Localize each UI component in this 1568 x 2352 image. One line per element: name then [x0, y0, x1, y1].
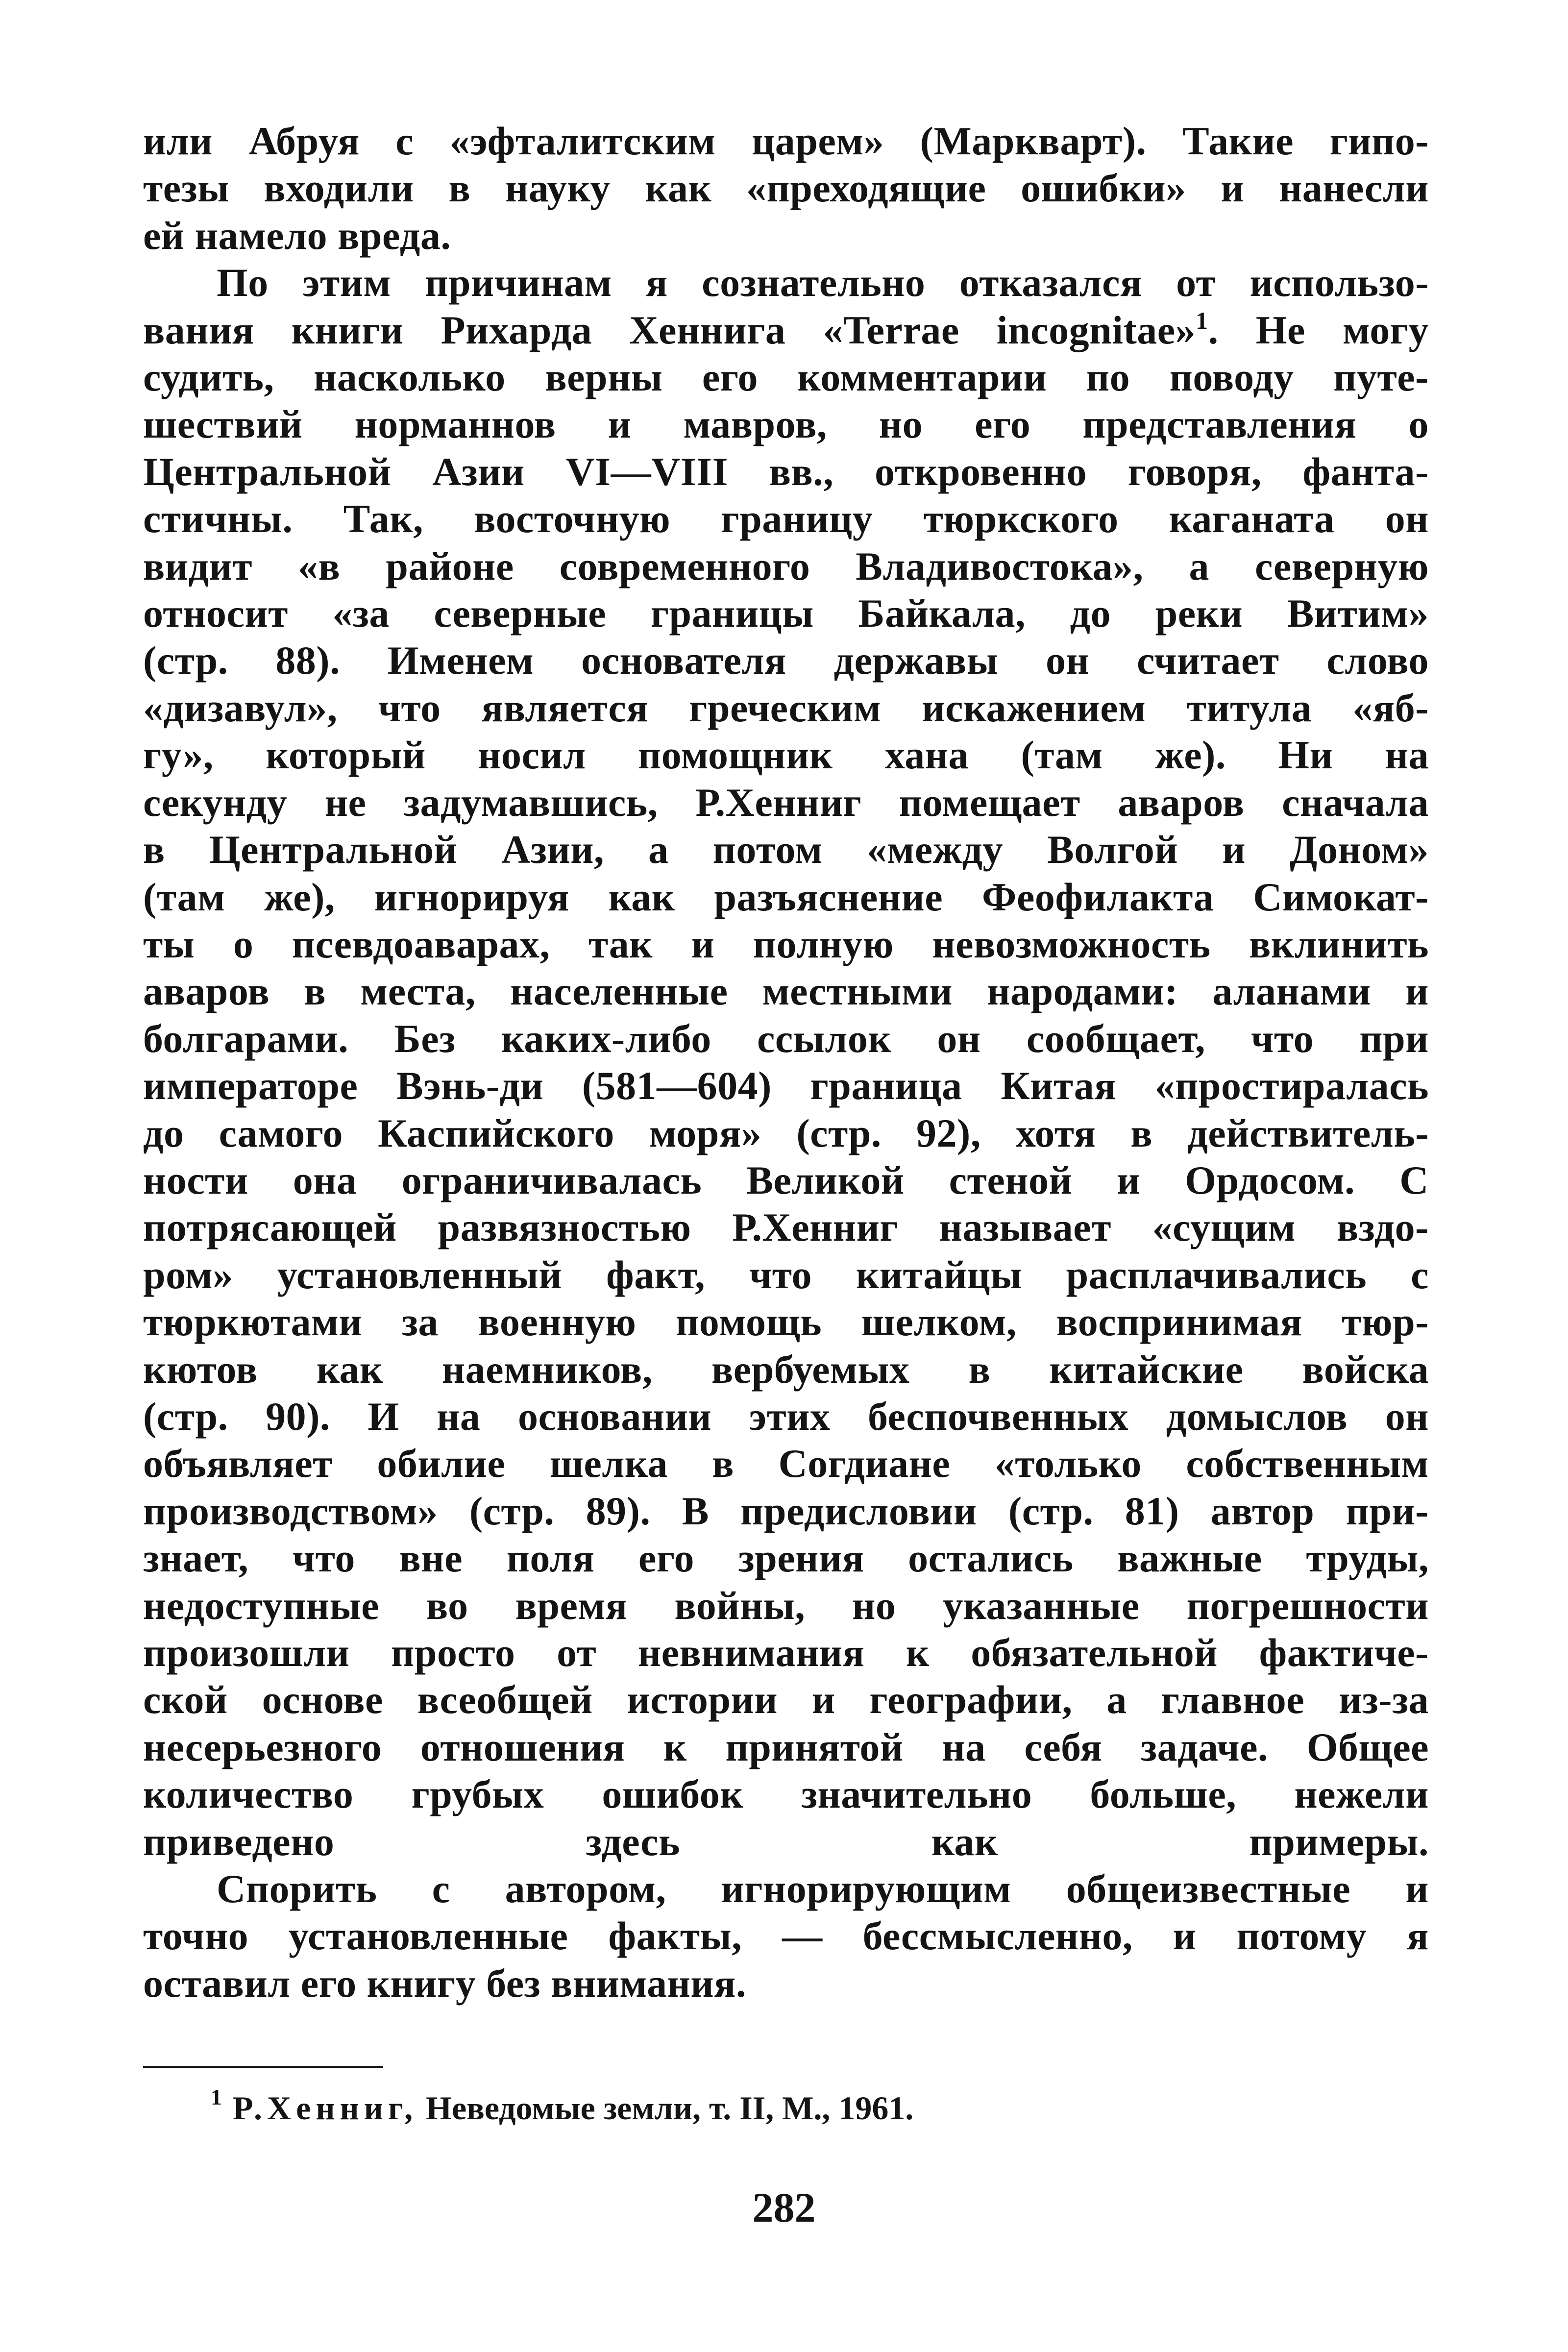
printed-line: [143, 874, 1429, 921]
printed-line: [143, 1865, 1429, 1912]
text-line: ты о псевдоаварах, так и полную невозможность вклинить: [143, 921, 1429, 966]
footnote: [211, 2084, 914, 2132]
printed-line: [143, 495, 1429, 542]
footnote-mark: 1: [211, 2084, 222, 2109]
printed-line: [143, 307, 1429, 354]
printed-line: [143, 1062, 1429, 1109]
text-line: производством» (стр. 89). В предисловии (стр. 81) автор при-: [143, 1488, 1429, 1533]
printed-line: [143, 1629, 1429, 1676]
footnote-reference: 1: [1196, 306, 1208, 334]
printed-line: [143, 1724, 1429, 1771]
printed-line: [143, 212, 1429, 259]
text-line: точно установленные факты, — бессмысленно, и потому я: [143, 1913, 1429, 1959]
printed-line: [143, 1298, 1429, 1346]
text-line: приведено здесь как примеры.: [143, 1819, 1429, 1864]
printed-line: [143, 1251, 1429, 1298]
text-line: или Абруя с «эфталитским царем» (Маркварт). Такие гипо-: [143, 119, 1429, 163]
paragraph-2: [143, 259, 1429, 1865]
printed-line: [143, 1535, 1429, 1582]
printed-line: [143, 1346, 1429, 1393]
text-line: Центральной Азии VI—VIII вв., откровенно говоря, фанта-: [143, 449, 1429, 494]
printed-line: [143, 1912, 1429, 1960]
printed-line: [143, 1676, 1429, 1723]
printed-line: [143, 637, 1429, 684]
printed-line: [143, 1393, 1429, 1440]
printed-line: [143, 1818, 1429, 1865]
text-line: кютов как наемников, вербуемых в китайские войска: [143, 1347, 1429, 1392]
text-line: ром» установленный факт, что китайцы расплачивались с: [143, 1252, 1429, 1297]
printed-line: [143, 1440, 1429, 1487]
text-line: видит «в районе современного Владивостока», а северную: [143, 543, 1429, 588]
printed-line: [143, 259, 1429, 306]
printed-line: [143, 1015, 1429, 1062]
text-line: (там же), игнорируя как разъяснение Феофилакта Симокат-: [143, 874, 1429, 919]
text-line: императоре Вэнь-ди (581—604) граница Китая «простиралась: [143, 1063, 1429, 1108]
text-line: знает, что вне поля его зрения остались важные труды,: [143, 1536, 1429, 1581]
text-line: вания книги Рихарда Хеннига «Terrae incognitae»: [143, 307, 1196, 352]
printed-line: [143, 1771, 1429, 1818]
printed-line: [143, 590, 1429, 637]
printed-line: [143, 448, 1429, 495]
footnote-divider: [143, 2066, 383, 2068]
printed-line: [143, 401, 1429, 448]
text-line: ей намело вреда.: [143, 213, 451, 258]
printed-line: [143, 921, 1429, 968]
text-line: оставил его книгу без внимания.: [143, 1960, 746, 2006]
printed-line: [143, 1110, 1429, 1157]
text-line: в Центральной Азии, а потом «между Волгой и Доном»: [143, 827, 1429, 872]
paragraph-1: [143, 118, 1429, 259]
printed-line: [143, 1204, 1429, 1251]
text-line: относит «за северные границы Байкала, до реки Витим»: [143, 591, 1429, 636]
printed-line: [143, 968, 1429, 1015]
text-line: По этим причинам я сознательно отказался от использо-: [217, 260, 1429, 305]
printed-line: [143, 1488, 1429, 1535]
page-number: 282: [752, 2184, 816, 2231]
printed-line: [143, 1960, 1429, 2007]
text-line: произошли просто от невнимания к обязательной фактиче-: [143, 1630, 1429, 1675]
text-line: ской основе всеобщей истории и географии, а главное из-за: [143, 1677, 1429, 1722]
printed-line: [143, 685, 1429, 732]
text-line: до самого Каспийского моря» (стр. 92), хотя в действитель-: [143, 1110, 1429, 1155]
text-line: аваров в места, населенные местными народами: аланами и: [143, 969, 1429, 1014]
text-line: (стр. 90). И на основании этих беспочвенных домыслов он: [143, 1394, 1429, 1439]
text-line: секунду не задумавшись, Р.Хенниг помещает аваров сначала: [143, 780, 1429, 825]
text-line: объявляет обилие шелка в Согдиане «только собственным: [143, 1441, 1429, 1486]
text-line: недоступные во время войны, но указанные погрешности: [143, 1583, 1429, 1628]
printed-line: [143, 543, 1429, 590]
footnote-author: Р.Хенниг,: [233, 2089, 418, 2127]
text-line: количество грубых ошибок значительно больше, нежели: [143, 1772, 1429, 1817]
text-line: . Не могу: [1208, 307, 1429, 352]
printed-line: [143, 354, 1429, 401]
text-line: Спорить с автором, игнорирующим общеизвестные и: [217, 1866, 1429, 1911]
printed-line: [143, 1582, 1429, 1629]
text-line: болгарами. Без каких-либо ссылок он сообщает, что при: [143, 1016, 1429, 1061]
text-line: тезы входили в науку как «преходящие ошибки» и нанесли: [143, 166, 1429, 211]
text-line: потрясающей развязностью Р.Хенниг называет «сущим вздо-: [143, 1205, 1429, 1250]
text-line: тюркютами за военную помощь шелком, воспринимая тюр-: [143, 1299, 1429, 1345]
text-line: судить, насколько верны его комментарии по поводу путе-: [143, 355, 1429, 400]
printed-line: [143, 779, 1429, 826]
text-line: ности она ограничивалась Великой стеной и Ордосом. С: [143, 1157, 1429, 1202]
printed-line: [143, 165, 1429, 212]
footnote-text: Неведомые земли, т. II, М., 1961.: [417, 2089, 914, 2127]
printed-line: [143, 1157, 1429, 1204]
text-line: стичны. Так, восточную границу тюркского каганата он: [143, 496, 1429, 541]
body-text: [143, 118, 1429, 2007]
text-line: гу», который носил помощник хана (там же). Ни на: [143, 733, 1429, 778]
text-line: шествий норманнов и мавров, но его представления о: [143, 402, 1429, 447]
text-line: (стр. 88). Именем основателя державы он считает слово: [143, 638, 1429, 683]
printed-line: [143, 732, 1429, 779]
text-line: несерьезного отношения к принятой на себя задаче. Общее: [143, 1724, 1429, 1769]
paragraph-3: [143, 1865, 1429, 2007]
text-line: «дизавул», что является греческим искажением титула «яб-: [143, 685, 1429, 730]
printed-line: [143, 826, 1429, 873]
printed-line: [143, 118, 1429, 165]
